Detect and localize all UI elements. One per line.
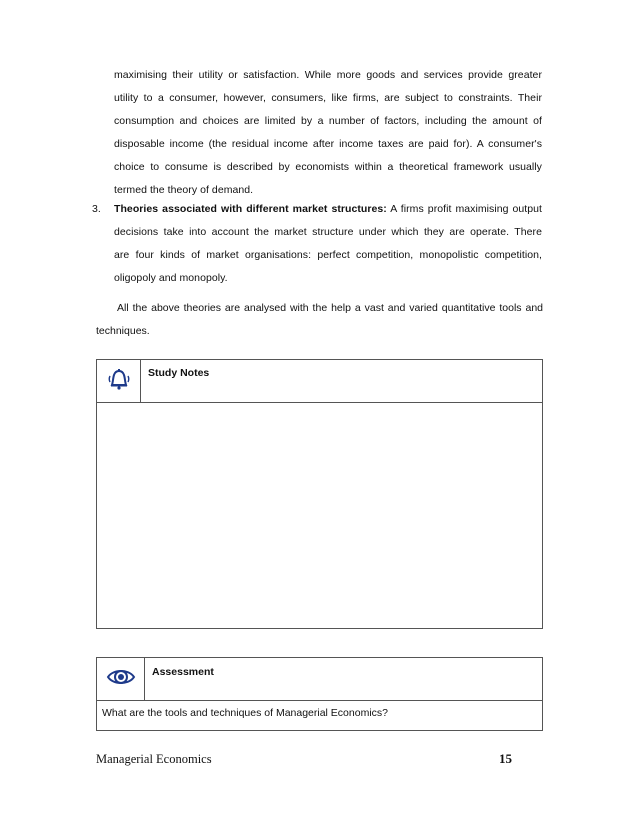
text-line: are four kinds of market organisations: perfect competition, monopolistic competition, (114, 249, 542, 261)
closing-line-2: techniques. (96, 325, 150, 337)
study-notes-icon-cell (97, 360, 141, 402)
text-line: termed the theory of demand. (114, 184, 254, 196)
study-notes-box (96, 359, 543, 629)
item-heading: Theories associated with different market structures: (114, 203, 387, 215)
text-line: maximising their utility or satisfaction. While more goods and services provide greater (114, 69, 542, 81)
assessment-title: Assessment (152, 666, 214, 678)
text-line: utility to a consumer, however, consumers, like firms, are subject to constraints. Their (114, 92, 542, 104)
page-number: 15 (499, 751, 512, 766)
text-line: oligopoly and monopoly. (114, 272, 228, 284)
text-line: choice to consume is described by economists within a theoretical framework usually (114, 161, 542, 173)
bell-icon (106, 366, 132, 397)
assessment-box (96, 657, 543, 731)
item-text: A firms profit maximising output (386, 203, 542, 215)
list-number: 3. (92, 203, 101, 215)
assessment-header (97, 658, 542, 701)
text-line: consumption and choices are limited by a number of factors, including the amount of (114, 115, 542, 127)
footer-book-title: Managerial Economics (96, 752, 212, 766)
assessment-icon-cell (97, 658, 145, 700)
closing-line-1: All the above theories are analysed with the help a vast and varied quantitative tools and (117, 302, 543, 314)
eye-icon (106, 666, 136, 693)
study-notes-header (97, 360, 542, 403)
study-notes-body (97, 402, 542, 628)
study-notes-title: Study Notes (148, 367, 210, 379)
text-line: decisions take into account the market structure under which they are operate. There (114, 226, 542, 238)
assessment-question: What are the tools and techniques of Managerial Economics? (102, 707, 388, 719)
text-line: disposable income (the residual income after income taxes are paid for). A consumer's (114, 138, 542, 150)
text-line (114, 198, 542, 220)
